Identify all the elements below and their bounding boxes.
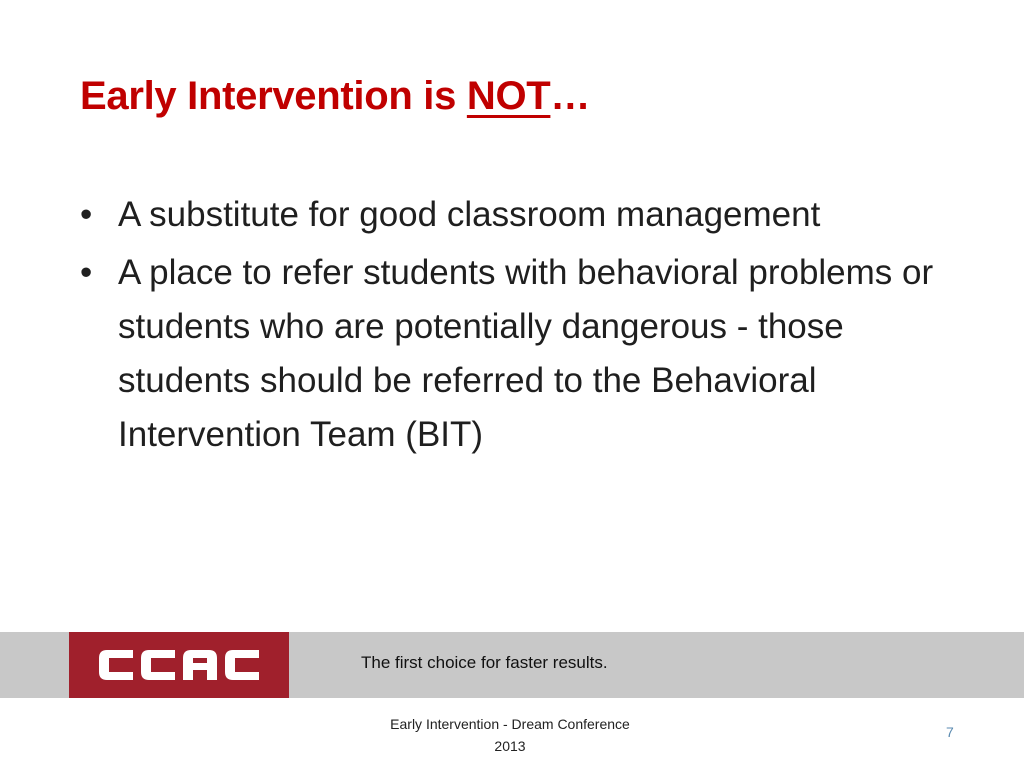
title-prefix: Early Intervention is bbox=[80, 74, 467, 118]
bullet-marker: • bbox=[80, 195, 93, 234]
bullet-item bbox=[80, 246, 980, 462]
bullet-marker: • bbox=[80, 253, 93, 292]
title-emphasis: NOT bbox=[466, 74, 551, 118]
bullet-text: A substitute for good classroom management bbox=[118, 195, 821, 234]
bullet-text: A place to refer students with behavioral problems or students who are potentially dangerous - those students should be referred to the Behavioral Intervention Team (BIT) bbox=[118, 253, 934, 454]
slide-title bbox=[80, 68, 590, 124]
footer-tagline: The first choice for faster results. bbox=[361, 653, 608, 672]
bullet-item bbox=[80, 188, 980, 242]
bullet-list bbox=[80, 188, 980, 466]
conference-line-1: Early Intervention - Dream Conference bbox=[390, 716, 630, 732]
conference-caption bbox=[360, 713, 660, 757]
conference-line-2: 2013 bbox=[494, 738, 526, 754]
ccac-logo-icon bbox=[95, 646, 263, 684]
page-number: 7 bbox=[946, 724, 954, 740]
ccac-logo bbox=[69, 632, 289, 698]
title-suffix: … bbox=[550, 74, 591, 118]
